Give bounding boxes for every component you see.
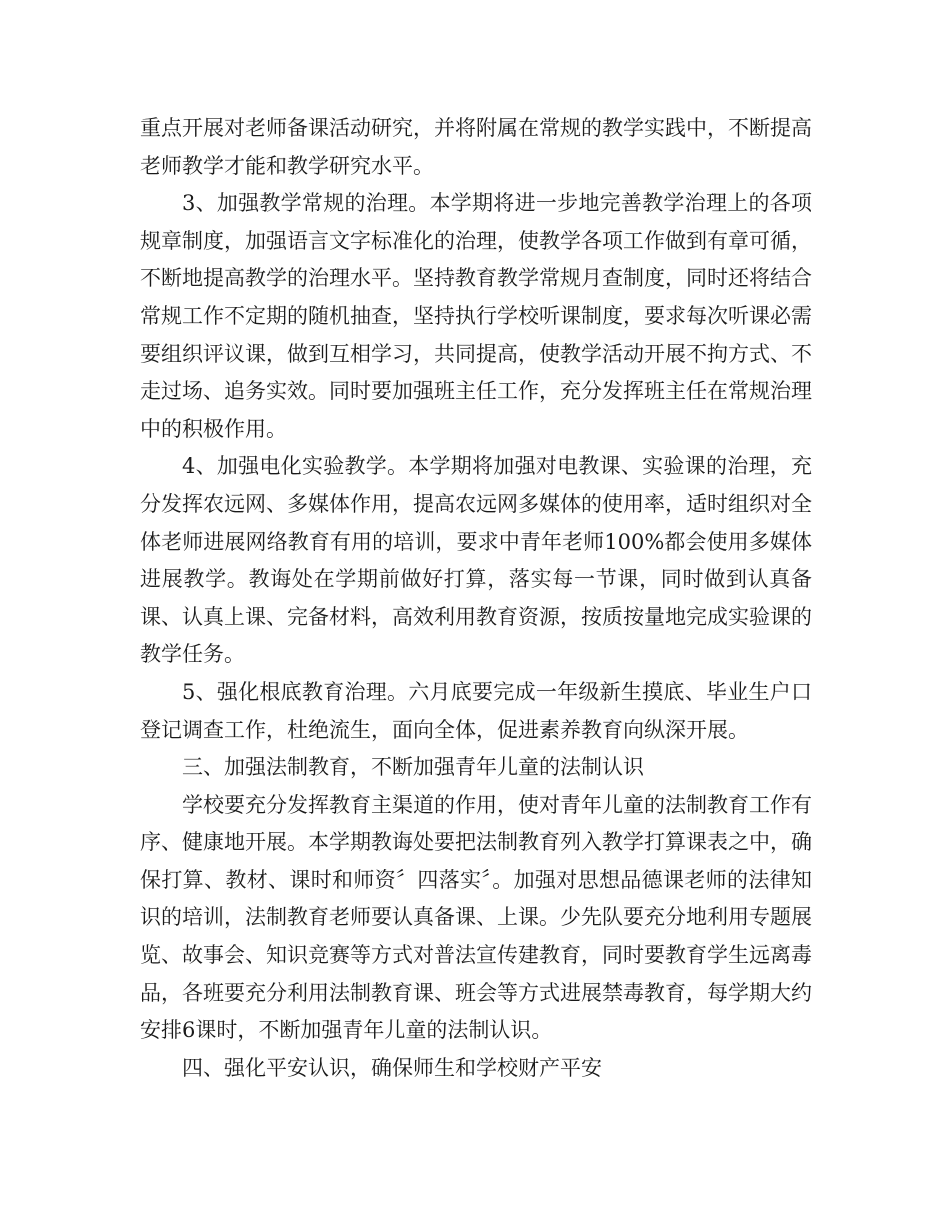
paragraph-item-5: 5、强化根底教育治理。六月底要完成一年级新生摸底、毕业生户口登记调查工作，杜绝流生，面向全体，促进素养教育向纵深开展。 <box>140 679 812 742</box>
section-heading-4: 四、强化平安认识，确保师生和学校财产平安 <box>182 1055 602 1080</box>
paragraph-legal-education: 学校要充分发挥教育主渠道的作用，使对青年儿童的法制教育工作有序、健康地开展。本学期教诲处要把法制教育列入教学打算课表之中，确保打算、教材、课时和师资〞四落实〞。加强对思想品德课老师的法律知识的培训，法制教育老师要认真备课、上课。少先队要充分地利用专题展览、故事会、知识竞赛等方式对普法宣传建教育，同时要教育学生远离毒品，各班要充分利用法制教育课、班会等方式进展禁毒教育，每学期大约安排6课时，不断加强青年儿童的法制认识。 <box>140 792 812 1043</box>
document-body <box>140 110 812 1087</box>
paragraph-item-3: 3、加强教学常规的治理。本学期将进一步地完善教学治理上的各项规章制度，加强语言文字标准化的治理，使教学各项工作做到有章可循，不断地提高教学的治理水平。坚持教育教学常规月查制度，同时还将结合常规工作不定期的随机抽查，坚持执行学校听课制度，要求每次听课必需要组织评议课，做到互相学习，共同提高，使教学活动开展不拘方式、不走过场、追务实效。同时要加强班主任工作，充分发挥班主任在常规治理中的积极作用。 <box>140 191 812 441</box>
section-heading-3: 三、加强法制教育，不断加强青年儿童的法制认识 <box>182 755 644 780</box>
paragraph-item-4: 4、加强电化实验教学。本学期将加强对电教课、实验课的治理，充分发挥农远网、多媒体作用，提高农远网多媒体的使用率，适时组织对全体老师进展网络教育有用的培训，要求中青年老师100%都会使用多媒体进展教学。教诲处在学期前做好打算，落实每一节课，同时做到认真备课、认真上课、完备材料，高效利用教育资源，按质按量地完成实验课的教学任务。 <box>140 454 812 667</box>
paragraph-continuation: 重点开展对老师备课活动研究，并将附属在常规的教学实践中，不断提高老师教学才能和教学研究水平。 <box>140 116 812 178</box>
